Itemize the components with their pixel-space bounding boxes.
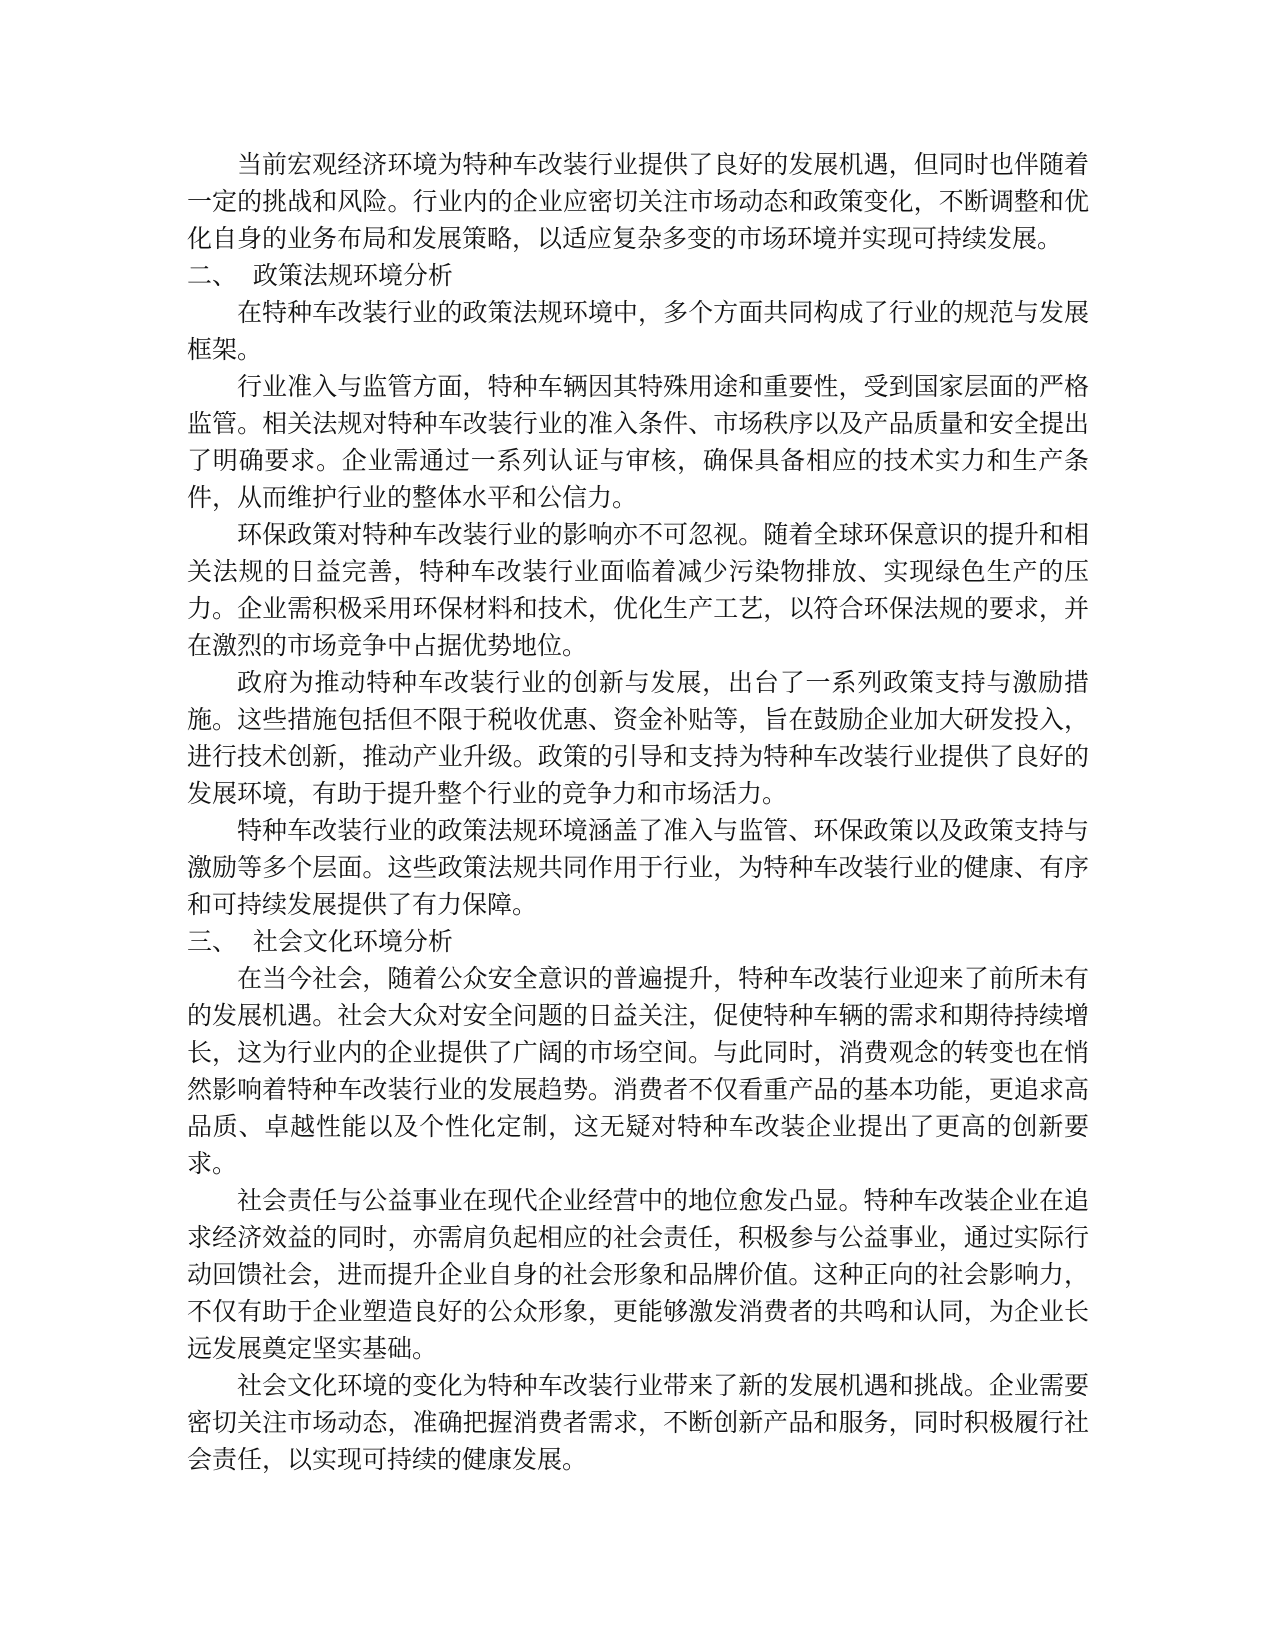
- document-page: [187, 146, 1089, 1478]
- paragraph-policy-support: 政府为推动特种车改装行业的创新与发展，出台了一系列政策支持与激励措施。这些措施包括但不限于税收优惠、资金补贴等，旨在鼓励企业加大研发投入，进行技术创新，推动产业升级。政策的引导和支持为特种车改装行业提供了良好的发展环境，有助于提升整个行业的竞争力和市场活力。: [187, 668, 1089, 808]
- paragraph-social-summary: 社会文化环境的变化为特种车改装行业带来了新的发展机遇和挑战。企业需要密切关注市场动态，准确把握消费者需求，不断创新产品和服务，同时积极履行社会责任，以实现可持续的健康发展。: [187, 1371, 1089, 1474]
- paragraph-social-responsibility: 社会责任与公益事业在现代企业经营中的地位愈发凸显。特种车改装企业在追求经济效益的同时，亦需肩负起相应的社会责任，积极参与公益事业，通过实际行动回馈社会，进而提升企业自身的社会形象和品牌价值。这种正向的社会影响力，不仅有助于企业塑造良好的公众形象，更能够激发消费者的共鸣和认同，为企业长远发展奠定坚实基础。: [187, 1186, 1089, 1363]
- paragraph-environmental-policy: 环保政策对特种车改装行业的影响亦不可忽视。随着全球环保意识的提升和相关法规的日益完善，特种车改装行业面临着减少污染物排放、实现绿色生产的压力。企业需积极采用环保材料和技术，优化生产工艺，以符合环保法规的要求，并在激烈的市场竞争中占据优势地位。: [187, 520, 1089, 660]
- paragraph-policy-summary: 特种车改装行业的政策法规环境涵盖了准入与监管、环保政策以及政策支持与激励等多个层面。这些政策法规共同作用于行业，为特种车改装行业的健康、有序和可持续发展提供了有力保障。: [187, 816, 1089, 919]
- section-heading-policy: 二、 政策法规环境分析: [187, 261, 453, 290]
- paragraph-access-regulation: 行业准入与监管方面，特种车辆因其特殊用途和重要性，受到国家层面的严格监管。相关法规对特种车改装行业的准入条件、市场秩序以及产品质量和安全提出了明确要求。企业需通过一系列认证与审核，确保具备相应的技术实力和生产条件，从而维护行业的整体水平和公信力。: [187, 372, 1089, 512]
- paragraph-public-safety: 在当今社会，随着公众安全意识的普遍提升，特种车改装行业迎来了前所未有的发展机遇。社会大众对安全问题的日益关注，促使特种车辆的需求和期待持续增长，这为行业内的企业提供了广阔的市场空间。与此同时，消费观念的转变也在悄然影响着特种车改装行业的发展趋势。消费者不仅看重产品的基本功能，更追求高品质、卓越性能以及个性化定制，这无疑对特种车改装企业提出了更高的创新要求。: [187, 964, 1089, 1178]
- paragraph-macro-economy-summary: 当前宏观经济环境为特种车改装行业提供了良好的发展机遇，但同时也伴随着一定的挑战和风险。行业内的企业应密切关注市场动态和政策变化，不断调整和优化自身的业务布局和发展策略，以适应复杂多变的市场环境并实现可持续发展。: [187, 150, 1089, 253]
- section-heading-social-culture: 三、 社会文化环境分析: [187, 927, 453, 956]
- paragraph-policy-intro: 在特种车改装行业的政策法规环境中，多个方面共同构成了行业的规范与发展框架。: [187, 298, 1089, 364]
